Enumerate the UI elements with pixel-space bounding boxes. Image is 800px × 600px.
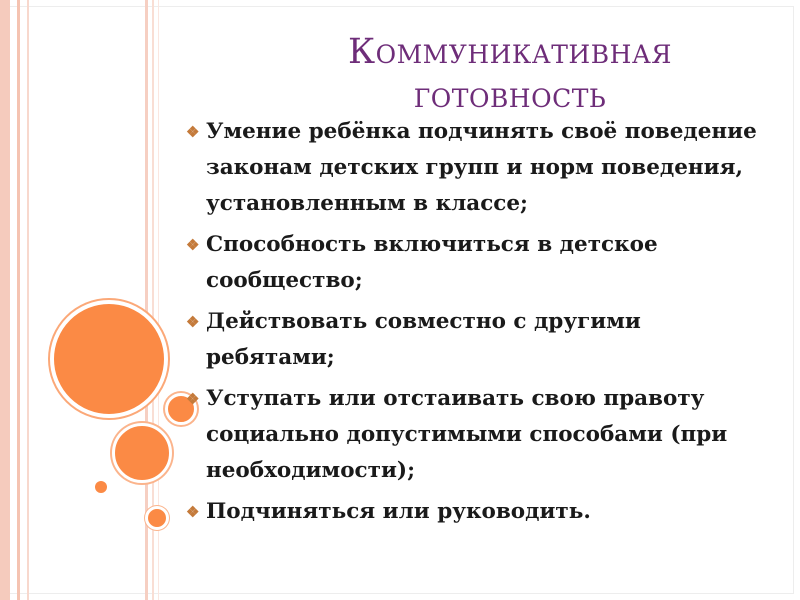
bullet-text: Подчиняться или руководить. (206, 499, 591, 524)
diamond-bullet-icon: ❖ (186, 503, 200, 521)
diamond-bullet-icon: ❖ (186, 123, 200, 141)
decor-circle-dot (95, 481, 107, 493)
slide-title (250, 30, 770, 118)
bullet-item (186, 494, 776, 530)
bullet-text: Способность включиться в детское сообщество; (206, 232, 658, 293)
bullet-item (186, 114, 776, 222)
bullet-list (186, 114, 776, 535)
decor-stripe (0, 0, 10, 600)
bullet-text: Умение ребёнка подчинять своё поведение законам детских групп и норм поведения, установленным в классе; (206, 119, 757, 216)
bullet-text: Действовать совместно с другими ребятами; (206, 309, 641, 370)
bullet-item (186, 381, 776, 489)
bullet-text: Уступать или отстаивать свою правоту социально допустимыми способами (при необходимости); (206, 386, 728, 483)
bullet-item (186, 304, 776, 376)
title-line: готовность (413, 76, 607, 116)
bullet-item (186, 227, 776, 299)
decor-circle-large (50, 300, 168, 418)
diamond-bullet-icon: ❖ (186, 390, 200, 408)
diamond-bullet-icon: ❖ (186, 313, 200, 331)
diamond-bullet-icon: ❖ (186, 236, 200, 254)
decor-circle-medium (112, 423, 172, 483)
decor-stripe (17, 0, 20, 600)
title-line: Коммуникативная (347, 32, 672, 72)
decor-stripe (27, 0, 29, 600)
decor-circle-small (145, 506, 169, 530)
